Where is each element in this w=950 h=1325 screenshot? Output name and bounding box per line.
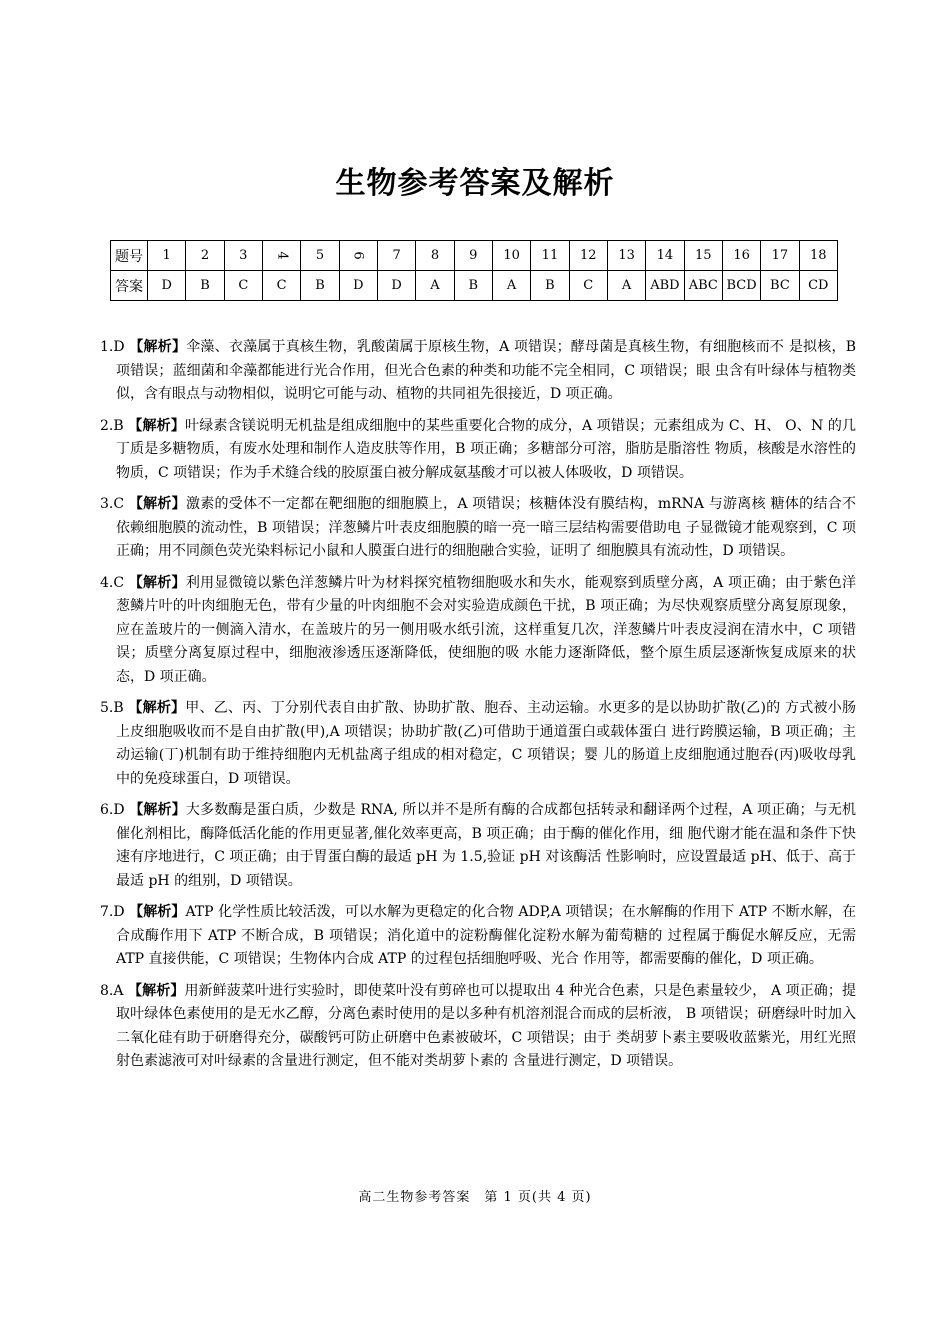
item-number: 5.B <box>100 700 124 716</box>
answer-cell: A <box>416 271 454 301</box>
question-number: 14 <box>646 241 684 271</box>
item-number: 7.D <box>100 904 125 920</box>
analysis-tag: 【解析】 <box>128 574 186 591</box>
explanation-item <box>100 572 856 690</box>
analysis-tag: 【解析】 <box>129 802 186 818</box>
explanation-item <box>100 336 856 407</box>
item-text: 用新鲜菠菜叶进行实验时，即使菜叶没有剪碎也可以提取出 4 种光合色素，只是色素量较少， A 项正确；提取叶绿体色素使用的是无水乙醇，分离色素时使用的是以多种有机溶剂混合而成的层析液， B 项错误；研磨绿叶时加入二氧化硅有助于研磨得充分，碳酸钙可防止研磨中色素被破坏，C 项错误；由于 类胡萝卜素主要吸收蓝紫光，用红光照射色素滤液可对叶绿素的含量进行测定，但不能对类胡萝卜素的 含量进行测定，D 项错误。 <box>116 982 857 1069</box>
analysis-tag: 【解析】 <box>128 700 186 716</box>
item-number: 3.C <box>100 496 125 512</box>
item-number: 2.B <box>100 417 124 434</box>
answer-cell: ABC <box>684 271 722 301</box>
answer-cell: D <box>377 271 415 301</box>
answer-cell: B <box>301 271 339 301</box>
explanation-item <box>100 697 856 791</box>
answer-cell: C <box>224 271 262 301</box>
answer-cell: C <box>569 271 607 301</box>
answer-cell: CD <box>799 271 837 301</box>
question-number: 13 <box>607 241 645 271</box>
question-number: 15 <box>684 241 722 271</box>
item-text: 利用显微镜以紫色洋葱鳞片叶为材料探究植物细胞吸水和失水，能观察到质壁分离，A 项正确；由于紫色洋葱鳞片叶的叶肉细胞无色，带有少量的叶肉细胞不会对实验造成颜色干扰，B 项正确；为尽快观察质壁分离复原现象，应在盖玻片的一侧滴入清水，在盖玻片的另一侧用吸水纸引流，这样重复几次，洋葱鳞片叶表皮浸润在清水中，C 项错误；质壁分离复原过程中，细胞液渗透压逐渐降低，使细胞的吸 水能力逐渐降低，整个原生质层逐渐恢复成原来的状态，D 项正确。 <box>116 574 857 685</box>
item-text: 大多数酶是蛋白质，少数是 RNA, 所以并不是所有酶的合成都包括转录和翻译两个过程，A 项正确；与无机催化剂相比，酶降低活化能的作用更显著,催化效率更高，B 项正确；由于酶的催化作用，细 胞代谢才能在温和条件下快速有序地进行，C 项正确；由于胃蛋白酶的最适 pH 为 1.5,验证 pH 对该酶活 性影响时，应设置最适 pH、低于、高于最适 pH 的组别，D 项错误。 <box>116 802 857 889</box>
explanation-list <box>100 336 856 1082</box>
analysis-tag: 【解析】 <box>128 982 185 999</box>
item-text: 激素的受体不一定都在靶细胞的细胞膜上，A 项错误；核糖体没有膜结构，mRNA 与游离核 糖体的结合不依赖细胞膜的流动性，B 项错误；洋葱鳞片叶表皮细胞膜的暗一亮一暗三层结构需要借助电 子显微镜才能观察到，C 项正确；用不同颜色荧光染料标记小鼠和人膜蛋白进行的细胞融合实验，证明了 细胞膜具有流动性，D 项错误。 <box>116 496 857 559</box>
answer-cell: B <box>531 271 569 301</box>
answer-cell: D <box>339 271 377 301</box>
item-text: ATP 化学性质比较活泼，可以水解为更稳定的化合物 ADP,A 项错误；在水解酶的作用下 ATP 不断水解，在合成酶作用下 ATP 不断合成，B 项错误；消化道中的淀粉酶催化淀粉水解为葡萄糖的 过程属于酶促水解反应，无需 ATP 直接供能，C 项错误；生物体内合成 ATP 的过程包括细胞呼吸、光合 作用等，都需要酶的催化，D 项正确。 <box>116 904 857 967</box>
row-label-answer: 答案 <box>111 271 148 301</box>
question-number: 17 <box>761 241 799 271</box>
question-number: 18 <box>799 241 837 271</box>
question-number: 16 <box>722 241 760 271</box>
answer-cell: A <box>492 271 530 301</box>
answer-table <box>110 240 838 301</box>
question-number: 4 <box>274 251 290 260</box>
item-number: 1.D <box>100 339 125 355</box>
question-number: 5 <box>301 241 339 271</box>
question-number: 6 <box>350 251 366 260</box>
number-row <box>111 241 838 271</box>
answer-cell: BC <box>761 271 799 301</box>
page-footer: 高二生物参考答案 第 1 页(共 4 页) <box>358 1190 592 1205</box>
question-number: 12 <box>569 241 607 271</box>
answer-row <box>111 271 838 301</box>
page-title: 生物参考答案及解析 <box>335 166 615 201</box>
answer-cell: A <box>607 271 645 301</box>
item-text: 叶绿素含镁说明无机盐是组成细胞中的某些重要化合物的成分，A 项错误；元素组成为 C、H、 O、N 的几丁质是多糖物质，有废水处理和制作人造皮肤等作用，B 项正确；多糖部分可溶，脂肪是脂溶性 物质，核酸是水溶性的物质，C 项错误；作为手术缝合线的胶原蛋白被分解成氨基酸才可以被人体吸收，D 项错误。 <box>116 417 857 481</box>
item-number: 6.D <box>100 802 125 818</box>
answer-cell: C <box>262 271 300 301</box>
question-number: 2 <box>186 241 224 271</box>
question-number: 7 <box>377 241 415 271</box>
question-number: 3 <box>224 241 262 271</box>
question-number-cell <box>339 241 377 271</box>
item-number: 8.A <box>100 982 124 999</box>
analysis-tag: 【解析】 <box>129 904 186 920</box>
explanation-item <box>100 799 856 893</box>
analysis-tag: 【解析】 <box>129 339 187 355</box>
question-number: 9 <box>454 241 492 271</box>
explanation-item <box>100 980 856 1074</box>
question-number: 10 <box>492 241 530 271</box>
answer-cell: B <box>186 271 224 301</box>
question-number: 1 <box>148 241 186 271</box>
answer-cell: ABD <box>646 271 684 301</box>
item-text: 伞藻、衣藻属于真核生物，乳酸菌属于原核生物，A 项错误；酵母菌是真核生物，有细胞核而不 是拟核，B 项错误；蓝细菌和伞藻都能进行光合作用，但光合色素的种类和功能不完全相同，C 项错误；眼 虫含有叶绿体与植物类似，含有眼点与动物相似，说明它可能与动、植物的共同祖先很接近，D 项正确。 <box>116 339 857 402</box>
answer-cell: BCD <box>722 271 760 301</box>
explanation-item <box>100 493 856 564</box>
explanation-item <box>100 901 856 972</box>
item-number: 4.C <box>100 574 125 591</box>
row-label-number: 题号 <box>111 241 148 271</box>
answer-cell: B <box>454 271 492 301</box>
answer-cell: D <box>148 271 186 301</box>
item-text: 甲、乙、丙、丁分别代表自由扩散、协助扩散、胞吞、主动运输。水更多的是以协助扩散(乙)的 方式被小肠上皮细胞吸收而不是自由扩散(甲),A 项错误；协助扩散(乙)可借助于通道蛋白或载体蛋白 进行跨膜运输，B 项正确；主动运输(丁)机制有助于维持细胞内无机盐离子组成的相对稳定，C 项错误；婴 儿的肠道上皮细胞通过胞吞(丙)吸收母乳中的免疫球蛋白，D 项错误。 <box>116 700 857 787</box>
question-number: 11 <box>531 241 569 271</box>
analysis-tag: 【解析】 <box>128 496 186 512</box>
question-number-cell <box>262 241 300 271</box>
question-number: 8 <box>416 241 454 271</box>
explanation-item <box>100 415 856 486</box>
analysis-tag: 【解析】 <box>128 417 186 434</box>
